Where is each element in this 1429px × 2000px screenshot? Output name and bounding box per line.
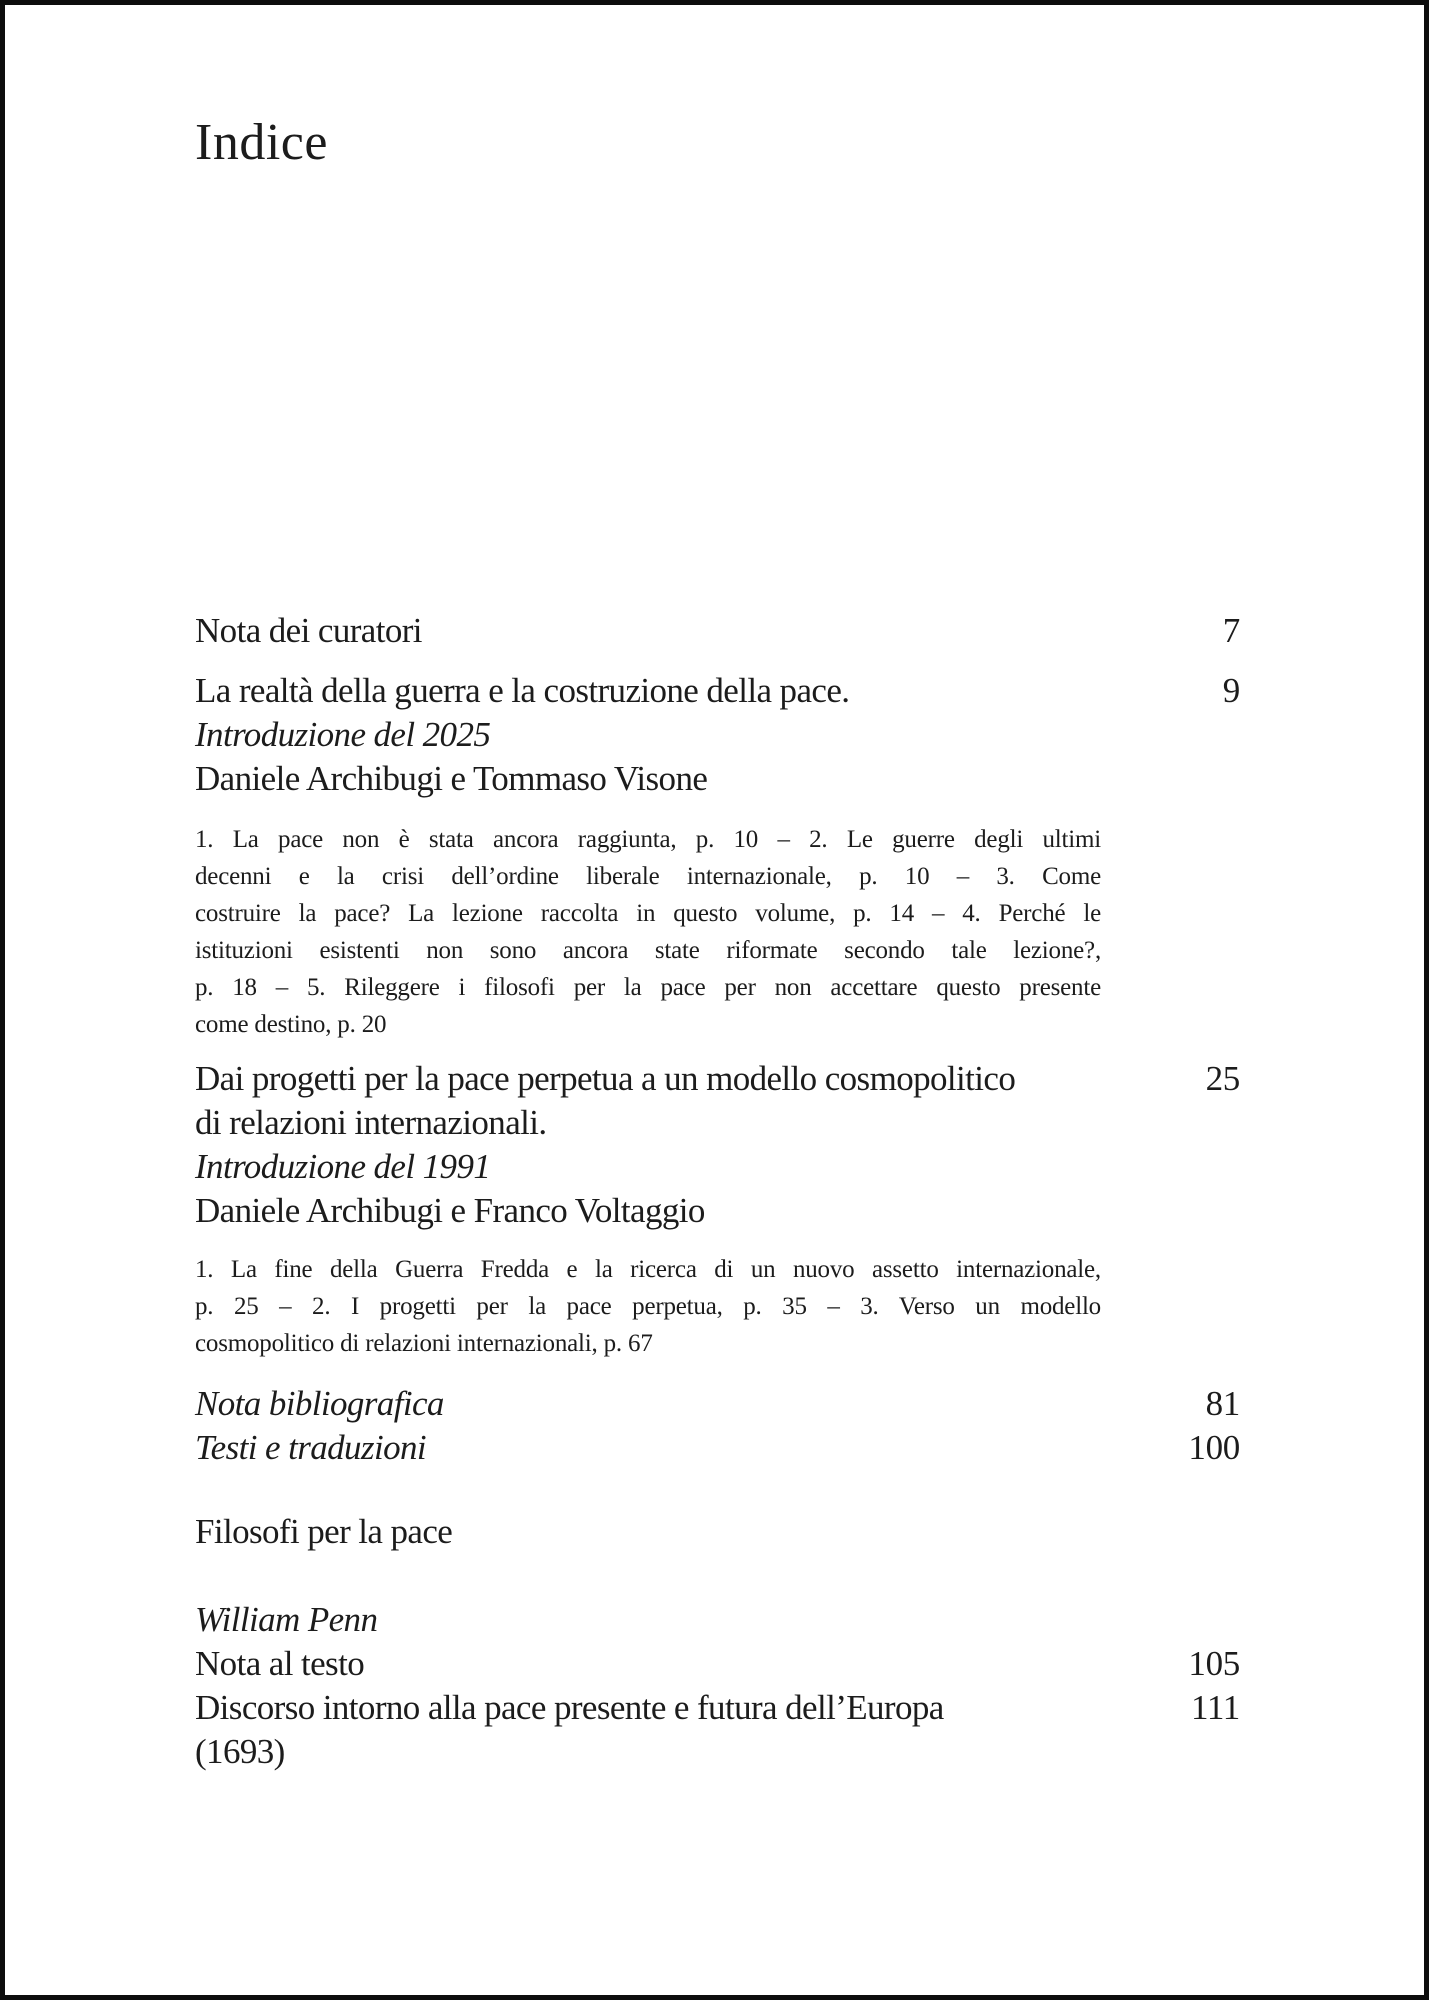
- entry-title-line2: di relazioni internazionali.: [195, 1103, 547, 1142]
- entry-label: Testi e traduzioni: [195, 1428, 427, 1467]
- entry-subtitle: Introduzione del 1991: [195, 1147, 491, 1186]
- entry-label: Nota al testo: [195, 1644, 365, 1683]
- summary-line: costruire la pace? La lezione raccolta in questo volume, p. 14 – 4. Perché le: [195, 900, 1101, 927]
- entry-title: [195, 609, 1155, 653]
- entry-authors: Daniele Archibugi e Franco Voltaggio: [195, 1191, 705, 1230]
- chapter-summary-sec2: [195, 1251, 1101, 1362]
- author-name: William Penn: [195, 1600, 378, 1639]
- summary-line: p. 25 – 2. I progetti per la pace perpetua, p. 35 – 3. Verso un modello: [195, 1293, 1101, 1320]
- toc-entry-penn-author: [195, 1598, 1240, 1642]
- toc-entry-sec2: [195, 1057, 1240, 1233]
- part-heading: Filosofi per la pace: [195, 1512, 453, 1551]
- entry-title-line1: Discorso intorno alla pace presente e futura dell’Europa: [195, 1688, 944, 1727]
- toc-entry-nota-bibliografica: [195, 1382, 1240, 1426]
- summary-line: come destino, p. 20: [195, 1011, 387, 1038]
- toc-entry-nota-curatori: [195, 609, 1240, 653]
- toc-content: [5, 5, 1424, 1774]
- entry-title-block: [195, 669, 1155, 801]
- entry-label: Nota bibliografica: [195, 1384, 444, 1423]
- page-number: 100: [1188, 1428, 1240, 1467]
- entry-title: [195, 1382, 1155, 1426]
- chapter-summary-sec1: [195, 821, 1101, 1043]
- author-name-block: [195, 1598, 1155, 1642]
- toc-entry-sec1: [195, 669, 1240, 801]
- page-title: Indice: [195, 114, 328, 171]
- entry-title-block: [195, 1057, 1155, 1233]
- entry-title-line2: (1693): [195, 1732, 285, 1771]
- toc-entry-testi-traduzioni: [195, 1426, 1240, 1470]
- entry-title-block: [195, 1686, 1155, 1774]
- summary-line: cosmopolitico di relazioni internazionali, p. 67: [195, 1330, 653, 1357]
- summary-line: p. 18 – 5. Rileggere i filosofi per la pace per non accettare questo presente: [195, 974, 1101, 1001]
- toc-entry-nota-al-testo: [195, 1642, 1240, 1686]
- entry-title: [195, 1426, 1155, 1470]
- summary-line: 1. La fine della Guerra Fredda e la ricerca di un nuovo assetto internazionale,: [195, 1256, 1101, 1283]
- entry-subtitle: Introduzione del 2025: [195, 715, 491, 754]
- toc-entry-discorso: [195, 1686, 1240, 1774]
- entry-label: Nota dei curatori: [195, 611, 422, 650]
- entry-authors: Daniele Archibugi e Tommaso Visone: [195, 759, 708, 798]
- summary-line: decenni e la crisi dell’ordine liberale internazionale, p. 10 – 3. Come: [195, 863, 1101, 890]
- page-number: 25: [1205, 1059, 1240, 1098]
- entry-title: La realtà della guerra e la costruzione della pace.: [195, 671, 850, 710]
- page-number: 7: [1222, 611, 1240, 650]
- page-number: 111: [1190, 1688, 1240, 1727]
- page-number: 81: [1205, 1384, 1240, 1423]
- entry-title-line1: Dai progetti per la pace perpetua a un modello cosmopolitico: [195, 1059, 1016, 1098]
- entry-title: [195, 1642, 1155, 1686]
- summary-line: 1. La pace non è stata ancora raggiunta, p. 10 – 2. Le guerre degli ultimi: [195, 826, 1101, 853]
- page-number: 9: [1222, 671, 1240, 710]
- page-number: 105: [1188, 1644, 1240, 1683]
- summary-line: istituzioni esistenti non sono ancora state riformate secondo tale lezione?,: [195, 937, 1101, 964]
